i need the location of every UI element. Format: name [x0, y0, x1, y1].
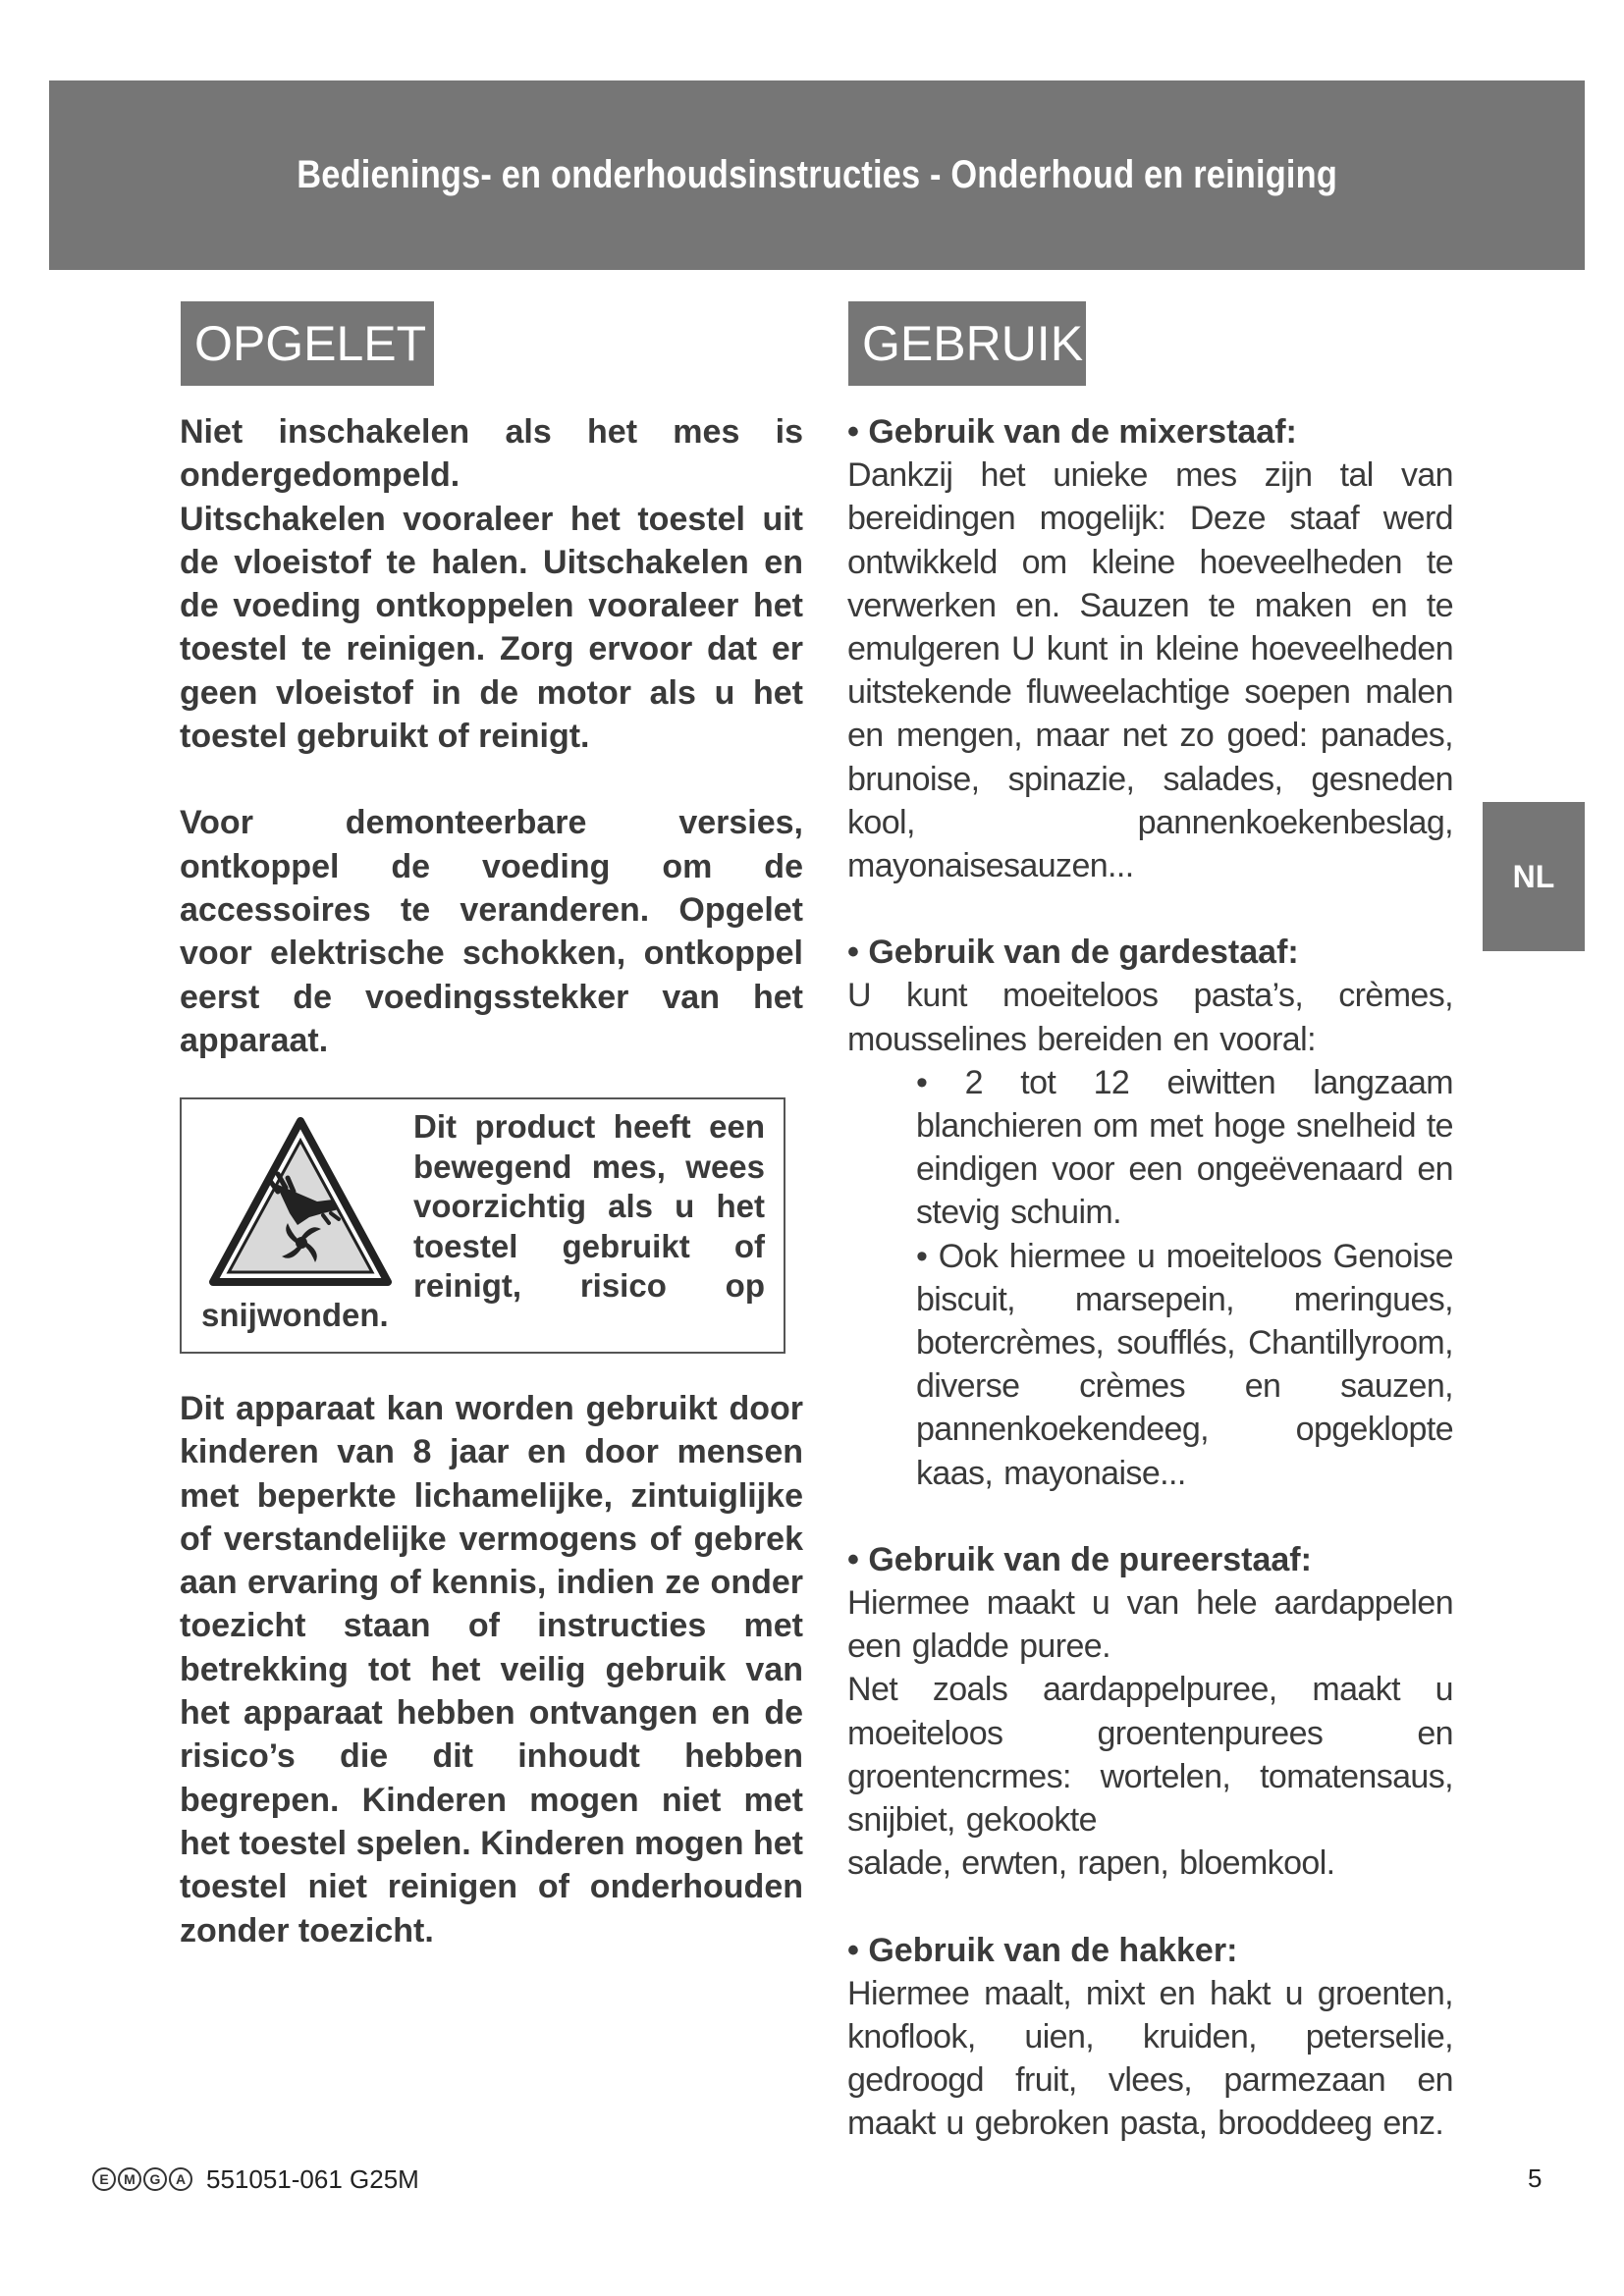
hakker-heading: • Gebruik van de hakker:: [847, 1931, 1238, 1969]
opgelet-section-label: OPGELET: [181, 301, 434, 386]
garde-bullet-2: • Ook hiermee u moeiteloos Genoise biscuit, marsepein, meringues, botercrèmes, soufflés, Chantillyroom, diverse crèmes en sauzen, pannenkoekendeeg, opgeklopte kaas, mayonaise...: [916, 1237, 1453, 1492]
page-title: Bedienings- en onderhoudsinstructies - Onderhoud en reiniging: [297, 153, 1337, 196]
puree-text-3: salade, erwten, rapen, bloemkool.: [847, 1844, 1335, 1883]
puree-heading: • Gebruik van de pureerstaaf:: [847, 1540, 1312, 1578]
model-code: 551051-061 G25M: [206, 2163, 419, 2194]
svg-text:G: G: [149, 2171, 161, 2187]
blade-warning-box: [180, 1097, 785, 1354]
blade-warning-text: Dit product heeft een bewegend mes, wees voorzichtig als u het toestel gebruikt of reinigt, risico op: [413, 1108, 765, 1304]
puree-text-1: Hiermee maakt u van hele aardappelen een gladde puree.: [847, 1584, 1453, 1666]
garde-heading: • Gebruik van de gardestaaf:: [847, 934, 1299, 972]
mixer-heading: • Gebruik van de mixerstaaf:: [847, 413, 1297, 451]
children-safety-block: [180, 1387, 803, 1952]
opgelet-para-1: Niet inschakelen als het mes is ondergedompeld.: [180, 413, 803, 495]
language-tab: NL: [1483, 802, 1585, 951]
svg-text:A: A: [175, 2171, 187, 2187]
opgelet-text-block: [180, 410, 803, 1062]
hakker-text: Hiermee maalt, mixt en hakt u groenten, knoflook, uien, kruiden, peterselie, gedroogd fruit, vlees, parmezaan en maakt u gebroken pasta, brooddeeg enz.: [847, 1974, 1453, 2143]
svg-text:E: E: [99, 2171, 109, 2187]
footer-reference: [90, 2163, 419, 2195]
gebruik-section-label: GEBRUIK: [848, 301, 1086, 386]
garde-text: U kunt moeiteloos pasta’s, crèmes, mousselines bereiden en vooral:: [847, 977, 1453, 1058]
gebruik-text-block: [847, 410, 1453, 2146]
emga-logo-icon: [90, 2165, 196, 2193]
puree-text-2: Net zoals aardappelpuree, maakt u moeiteloos groentenpurees en groentencrmes: wortelen, tomatensaus, snijbiet, gekookte: [847, 1671, 1453, 1840]
opgelet-para-2: Uitschakelen vooraleer het toestel uit de vloeistof te halen. Uitschakelen en de voeding ontkoppelen vooraleer het toestel te reinigen. Zorg ervoor dat er geen vloeistof in de motor als u het toestel gebruikt of reinigt.: [180, 500, 803, 756]
mixer-text: Dankzij het unieke mes zijn tal van bereidingen mogelijk: Deze staaf werd ontwikkeld om kleine hoeveelheden te verwerken en. Sauzen te maken en te emulgeren U kunt in kleine hoeveelheden uitstekende fluweelachtige soepen malen en mengen, maar net zo goed: panades, brunoise, spinazie, salades, gesneden kool, pannenkoekenbeslag, mayonaisesauzen...: [847, 456, 1453, 885]
opgelet-para-3: Voor demonteerbare versies, ontkoppel de voeding om de accessoires te veranderen. Opgelet voor elektrische schokken, ontkoppel eerst de voedingsstekker van het apparaat.: [180, 804, 803, 1059]
page-number: 5: [1528, 2163, 1543, 2193]
children-safety-text: Dit apparaat kan worden gebruikt door kinderen van 8 jaar en door mensen met beperkte lichamelijke, zintuiglijke of verstandelijke vermogens of gebrek aan ervaring of kennis, indien ze onder toezicht staan of instructies met betrekking tot het veilig gebruik van het apparaat hebben ontvangen en de risico’s die dit inhoudt hebben begrepen. Kinderen mogen niet met het toestel spelen. Kinderen mogen het toestel niet reinigen of onderhouden zonder toezicht.: [180, 1390, 803, 1949]
blade-hazard-warning-icon: [207, 1115, 394, 1292]
svg-text:M: M: [124, 2171, 135, 2187]
garde-bullet-1: • 2 tot 12 eiwitten langzaam blanchieren om met hoge snelheid te eindigen voor een ongeëvenaard en stevig schuim.: [916, 1063, 1453, 1232]
header-band: [49, 80, 1585, 270]
blade-warning-tail: snijwonden.: [201, 1297, 389, 1333]
